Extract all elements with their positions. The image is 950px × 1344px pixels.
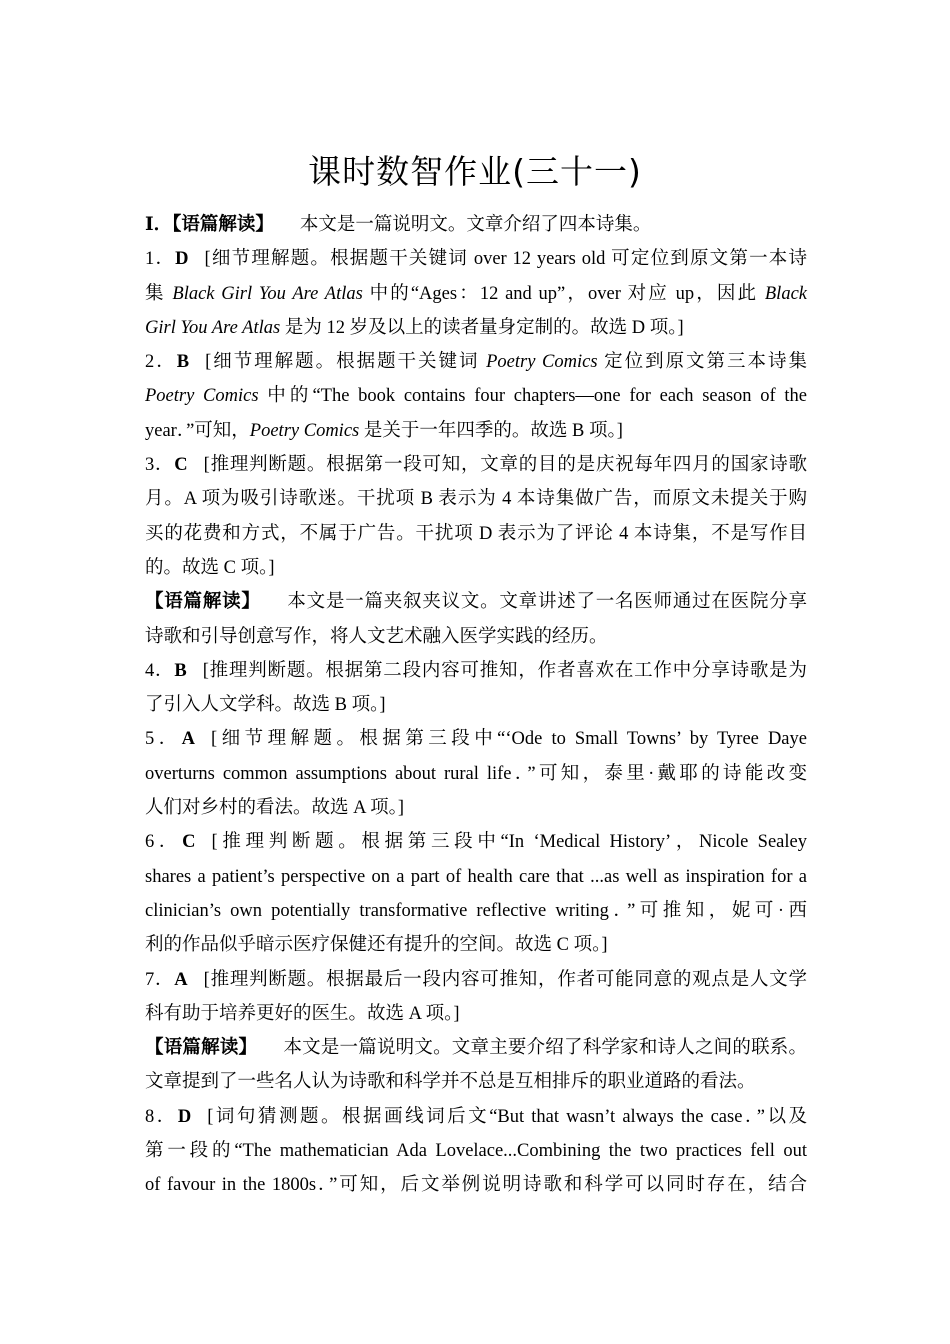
answer-letter: D: [177, 1106, 192, 1127]
question-number: 5．: [145, 729, 182, 750]
explanation-text: [细节理解题。根据题干关键词: [205, 352, 487, 373]
question-3-line-4: 的。故选 C 项。]: [145, 557, 275, 578]
section-label: 【语篇解读】: [145, 1038, 258, 1059]
section-summary-2: [145, 585, 807, 619]
question-number: 1．: [145, 249, 176, 270]
explanation-text: 是关于一年四季的。故选 B 项。]: [359, 420, 623, 441]
question-1-line-3: [145, 311, 807, 345]
question-6-line-4: 利的作品似乎暗示医疗保健还有提升的空间。故选 C 项。]: [145, 935, 608, 956]
question-2-line-3: [145, 414, 807, 448]
book-title: Poetry Comics: [486, 352, 598, 373]
question-7-line-2: 科有助于培养更好的医生。故选 A 项。]: [145, 1003, 460, 1024]
question-8-line-3: of favour in the 1800s．”可知，后文举例说明诗歌和科学可以同时存在，结合: [145, 1175, 807, 1196]
question-5-line-3: 人们对乡村的看法。故选 A 项。]: [145, 798, 405, 819]
question-number: 4．: [145, 660, 175, 681]
question-number: 7．: [145, 969, 175, 990]
section-text: 本文是一篇说明文。文章介绍了四本诗集。: [299, 215, 652, 235]
section-summary-3-line-2: 文章提到了一些名人认为诗歌和科学并不总是互相排斥的职业道路的看法。: [145, 1072, 756, 1093]
explanation-text: [推理判断题。根据最后一段内容可推知，作者可能同意的观点是人文学: [203, 969, 807, 990]
answer-letter: D: [175, 249, 189, 270]
explanation-text: [推理判断题。根据第二段内容可推知，作者喜欢在工作中分享诗歌是为: [202, 660, 807, 681]
explanation-text: [词句猜测题。根据画线词后文“But that wasn’t always the case．”以及: [207, 1106, 807, 1127]
question-3-line-3: 买的花费和方式，不属于广告。干扰项 D 表示为了评论 4 本诗集，不是写作目: [145, 523, 807, 544]
answer-content: [145, 208, 807, 1203]
question-8-line-2: 第一段的“The mathematician Ada Lovelace...Combining the two practices fell out: [145, 1141, 807, 1162]
question-2-line-2: [145, 379, 807, 413]
question-5-line-1: [145, 722, 807, 756]
explanation-text: [推理判断题。根据第三段中“In ‘Medical History’，Nicole Sealey: [211, 832, 807, 853]
question-number: 6．: [145, 832, 183, 853]
book-title: Black: [764, 283, 807, 304]
explanation-text: 中的“The book contains four chapters—one for each season of the: [258, 386, 807, 407]
section-summary-2-line-2: 诗歌和引导创意写作，将人文艺术融入医学实践的经历。: [145, 626, 608, 647]
answer-letter: A: [181, 729, 196, 750]
explanation-text: [细节理解题。根据题干关键词 over 12 years old 可定位到原文第一本诗: [204, 249, 807, 270]
answer-letter: A: [174, 969, 188, 990]
book-title: Black Girl You Are Atlas: [172, 283, 363, 304]
question-number: 3．: [145, 455, 175, 476]
book-title: Poetry Comics: [249, 420, 360, 441]
explanation-text: 集: [145, 283, 173, 304]
question-4-line-2: 了引入人文学科。故选 B 项。]: [145, 695, 386, 716]
question-6-line-3: clinician’s own potentially transformative reflective writing．”可推知，妮可·西: [145, 900, 807, 921]
explanation-text: 是为 12 岁及以上的读者量身定制的。故选 D 项。]: [280, 317, 684, 338]
question-8-line-1: [145, 1100, 807, 1134]
page-title: 课时数智作业(三十一): [308, 152, 642, 191]
answer-letter: B: [176, 352, 190, 373]
question-7-line-1: [145, 963, 807, 997]
book-title: Girl You Are Atlas: [145, 317, 281, 338]
answer-letter: B: [174, 660, 187, 681]
section-text: 本文是一篇说明文。文章主要介绍了科学家和诗人之间的联系。: [283, 1038, 807, 1059]
question-1-line-1: [145, 242, 807, 276]
answer-letter: C: [174, 455, 188, 476]
question-4-line-1: [145, 654, 807, 688]
explanation-text: 定位到原文第三本诗集: [597, 352, 807, 373]
section-summary-3: [145, 1031, 807, 1065]
section-label: 【语篇解读】: [145, 592, 261, 613]
question-1-line-2: [145, 277, 807, 311]
question-2-line-1: [145, 345, 807, 379]
section-text: 本文是一篇夹叙夹议文。文章讲述了一名医师通过在医院分享: [286, 592, 807, 613]
explanation-text: year．”可知，: [145, 420, 250, 441]
section-label: Ⅰ．【语篇解读】: [145, 215, 274, 235]
book-title: Poetry Comics: [145, 386, 259, 407]
question-3-line-2: 月。A 项为吸引诗歌迷。干扰项 B 表示为 4 本诗集做广告，而原文未提关于购: [145, 489, 807, 510]
explanation-text: [细节理解题。根据第三段中“‘Ode to Small Towns’ by Tyree Daye: [211, 729, 807, 750]
answer-letter: C: [182, 832, 196, 853]
question-3-line-1: [145, 448, 807, 482]
question-5-line-2: overturns common assumptions about rural life．”可知，泰里·戴耶的诗能改变: [145, 763, 807, 784]
question-6-line-1: [145, 825, 807, 859]
explanation-text: 中的“Ages：12 and up”，over 对应 up，因此: [362, 283, 765, 304]
question-number: 2．: [145, 352, 177, 373]
question-number: 8．: [145, 1106, 178, 1127]
section-summary-1: [145, 208, 807, 242]
explanation-text: [推理判断题。根据第一段可知，文章的目的是庆祝每年四月的国家诗歌: [203, 455, 807, 476]
question-6-line-2: shares a patient’s perspective on a part of health care that ...as well as inspiration for a: [145, 866, 807, 887]
